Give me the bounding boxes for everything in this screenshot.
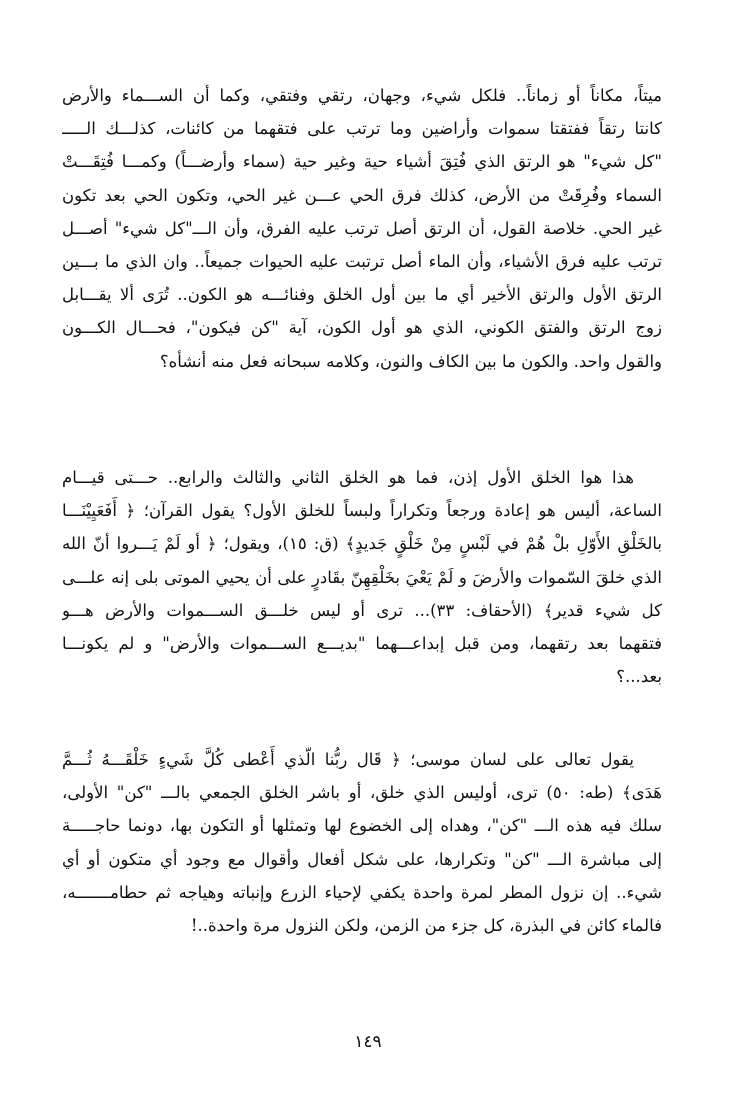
text-line: إلى مباشرة الـــ "كن" وتكرارها، على شكل أفعال وأقوال مع وجود أي متكون أو أي	[62, 849, 662, 869]
text-line: الذي خلقَ السّموات والأرضَ و لَمْ يَعْيَ بخَلْقِهِنّ بقَادرٍ على أن يحيي الموتى بلى إنه علـــى	[62, 567, 662, 587]
text-line: فتقهما بعد رتقهما، ومن قبل إبداعـــهما "بديـــع الســـموات والأرض" و لم يكونـــا	[62, 633, 662, 653]
text-line: هَدَى﴾ (طه: ٥٠) ترى، أوليس الذي خلق، أو باشر الخلق الجمعي بالـــ "كن" الأولى،	[62, 783, 662, 803]
text-line: الرتق الأول والرتق الأخير أي ما بين أول الخلق وفنائـــه هو الكون.. تُرَى ألا يقـــابل	[62, 285, 662, 305]
text-line: زوج الرتق والفتق الكوني، الذي هو أول الكون، آية "كن فيكون"، فحـــال الكـــون	[62, 318, 662, 338]
paragraph-1	[62, 79, 662, 378]
text-line: سلك فيه هذه الـــ "كن"، وهداه إلى الخضوع لها وتمثلها أو التكون بها، دونما حاجـــــة	[62, 816, 662, 836]
text-line: غير الحي. خلاصة القول، أن الرتق أصل ترتب عليه الفرق، وأن الـــ"كل شيء" أصـــل	[62, 218, 662, 238]
text-line: كل شيء قدير﴾ (الأحقاف: ٣٣)... ترى أو ليس خلـــق الســـموات والأرض هـــو	[62, 600, 662, 620]
text-line: بالخَلْقِ الأَوّلِ بلْ هُمْ في لَبْسٍ مِنْ خَلْقٍ جَديدٍ﴾ (ق: ١٥)، ويقول؛ ﴿ أو لَمْ يَـــروا أنّ الله	[62, 534, 662, 554]
text-line: فالماء كائن في البذرة، كل جزء من الزمن، ولكن النزول مرة واحدة..!	[190, 915, 662, 935]
text-line: شيء.. إن نزول المطر لمرة واحدة يكفي لإحياء الزرع وإنباته وهياجه ثم حطامـــــــه،	[62, 882, 662, 902]
paragraph-3	[62, 743, 662, 942]
paragraph-2	[62, 461, 662, 693]
text-line: "كل شيء" هو الرتق الذي فُتِقَ أشياء حية وغير حية (سماء وأرضـــاً) وكمـــا فُتِقَـــتْ	[62, 152, 662, 172]
text-line: يقول تعالى على لسان موسى؛ ﴿ قَال ربُّنا الّذي أَعْطى كُلَّ شَيءٍ خَلْقَـــهُ ثُـــمَّ	[62, 750, 634, 769]
text-line: بعد...؟	[616, 667, 662, 687]
text-line: الساعة، أليس هو إعادة ورجعاً وتكراراً ولبساً للخلق الأول؟ يقول القرآن؛ ﴿ أَفَعَيِيْنَـــا	[62, 501, 662, 521]
text-line: كانتا رتقاً ففتقتا سموات وأراضين وما ترتب على فتقهما من كائنات، كذلـــك الـــــ	[62, 119, 662, 139]
text-line: هذا هوا الخلق الأول إذن، فما هو الخلق الثاني والثالث والرابع.. حـــتى قيـــام	[62, 468, 634, 487]
text-line: السماء وفُرِقَتْ من الأرض، كذلك فرق الحي عـــن غير الحي، وتكون الحي بعد تكون	[62, 185, 662, 205]
text-line: ترتب عليه فرق الأشياء، وأن الماء أصل ترتبت عليه الحيوات جميعاً.. وان الذي ما بـــين	[62, 251, 662, 271]
text-line: ميتاً، مكاناً أو زماناً.. فلكل شيء، وجهان، رتقي وفتقي، وكما أن الســـماء والأرض	[62, 86, 662, 105]
page-number: ١٤٩	[354, 1032, 382, 1052]
text-line: والقول واحد. والكون ما بين الكاف والنون، وكلامه سبحانه فعل منه أنشأه؟	[159, 351, 662, 371]
